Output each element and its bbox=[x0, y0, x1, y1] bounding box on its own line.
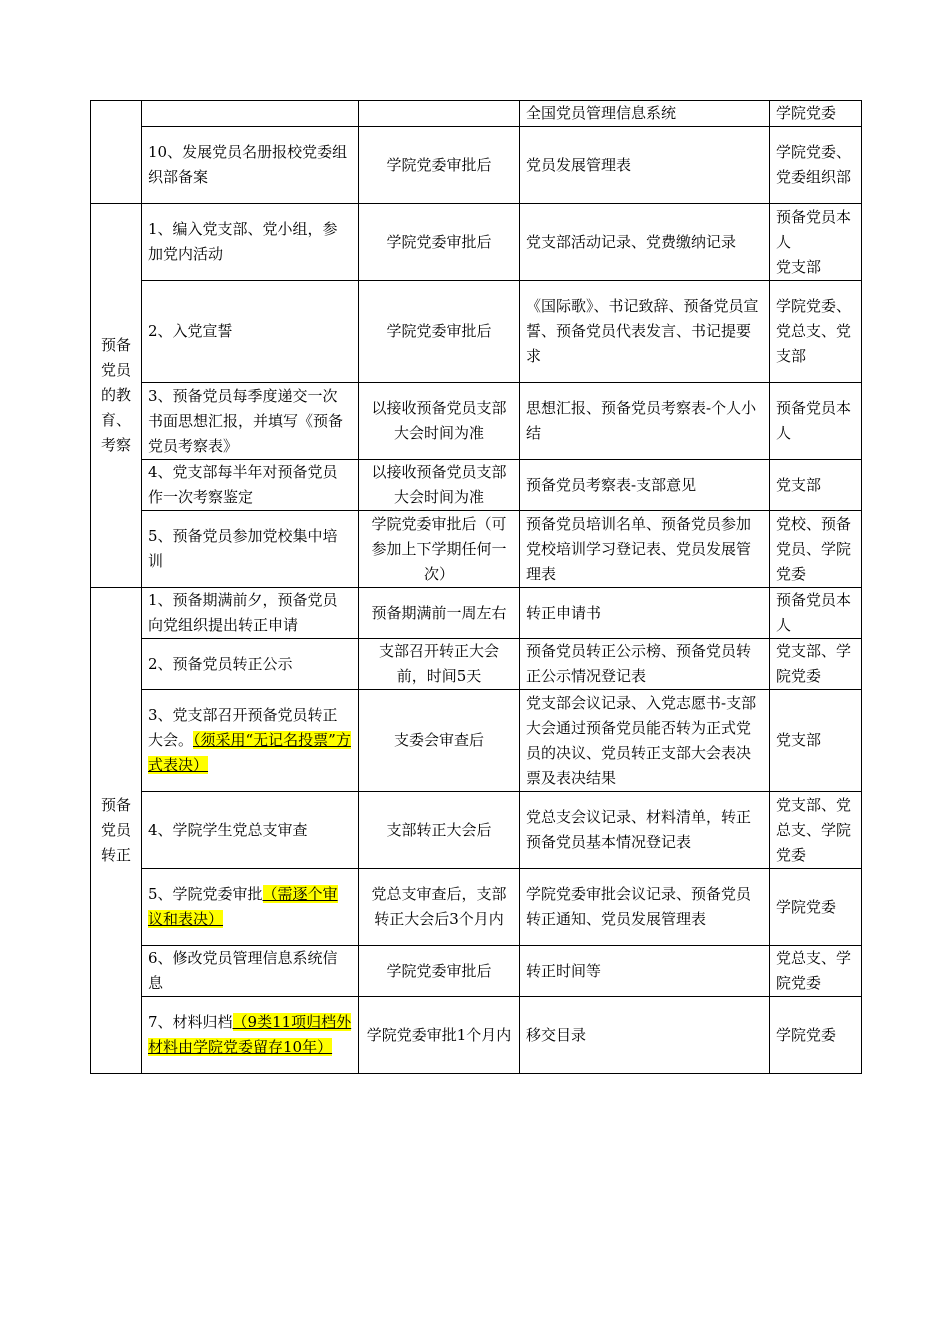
step-cell bbox=[142, 101, 359, 127]
responsible-cell: 学院党委、党委组织部 bbox=[770, 127, 862, 204]
step-cell: 10、发展党员名册报校党委组织部备案 bbox=[142, 127, 359, 204]
step-cell: 4、学院学生党总支审查 bbox=[142, 792, 359, 869]
time-cell: 以接收预备党员支部大会时间为准 bbox=[359, 383, 520, 460]
highlighted-note: （9类11项归档外材料由学院党委留存10年） bbox=[148, 1013, 352, 1056]
time-cell: 学院党委审批后 bbox=[359, 946, 520, 997]
time-cell: 学院党委审批后 bbox=[359, 281, 520, 383]
responsible-cell: 学院党委、党总支、党支部 bbox=[770, 281, 862, 383]
responsible-cell: 党支部 bbox=[770, 460, 862, 511]
materials-cell: 预备党员培训名单、预备党员参加党校培训学习登记表、党员发展管理表 bbox=[520, 511, 770, 588]
step-cell bbox=[142, 690, 359, 792]
time-cell: 党总支审查后，支部转正大会后3个月内 bbox=[359, 869, 520, 946]
table-row bbox=[91, 869, 862, 946]
materials-cell: 转正申请书 bbox=[520, 588, 770, 639]
time-cell: 预备期满前一周左右 bbox=[359, 588, 520, 639]
step-cell bbox=[142, 869, 359, 946]
process-table bbox=[90, 100, 862, 1074]
responsible-cell: 预备党员本人 bbox=[770, 383, 862, 460]
materials-cell: 转正时间等 bbox=[520, 946, 770, 997]
time-cell: 学院党委审批后 bbox=[359, 127, 520, 204]
table-row bbox=[91, 690, 862, 792]
responsible-cell: 学院党委 bbox=[770, 101, 862, 127]
responsible-cell: 学院党委 bbox=[770, 997, 862, 1074]
section-label-education: 预备党员的教育、考察 bbox=[91, 204, 142, 588]
responsible-cell bbox=[770, 204, 862, 281]
step-cell: 1、预备期满前夕，预备党员向党组织提出转正申请 bbox=[142, 588, 359, 639]
materials-cell: 党支部活动记录、党费缴纳记录 bbox=[520, 204, 770, 281]
step-cell: 6、修改党员管理信息系统信息 bbox=[142, 946, 359, 997]
responsible-cell: 预备党员本人 bbox=[770, 588, 862, 639]
step-cell: 4、党支部每半年对预备党员作一次考察鉴定 bbox=[142, 460, 359, 511]
materials-cell: 学院党委审批会议记录、预备党员转正通知、党员发展管理表 bbox=[520, 869, 770, 946]
step-text: 5、学院党委审批 bbox=[148, 885, 263, 903]
table-row bbox=[91, 383, 862, 460]
time-cell: 支委会审查后 bbox=[359, 690, 520, 792]
responsible-cell: 党支部、党总支、学院党委 bbox=[770, 792, 862, 869]
responsible-line: 预备党员本人 bbox=[776, 207, 852, 251]
time-cell: 支部转正大会后 bbox=[359, 792, 520, 869]
table-row bbox=[91, 204, 862, 281]
step-cell: 2、预备党员转正公示 bbox=[142, 639, 359, 690]
materials-cell: 思想汇报、预备党员考察表-个人小结 bbox=[520, 383, 770, 460]
time-cell: 支部召开转正大会前，时间5天 bbox=[359, 639, 520, 690]
step-cell: 5、预备党员参加党校集中培训 bbox=[142, 511, 359, 588]
responsible-cell: 党支部 bbox=[770, 690, 862, 792]
table-row bbox=[91, 460, 862, 511]
table-row bbox=[91, 101, 862, 127]
table-row bbox=[91, 946, 862, 997]
time-cell: 学院党委审批后 bbox=[359, 204, 520, 281]
materials-cell: 全国党员管理信息系统 bbox=[520, 101, 770, 127]
table-row bbox=[91, 792, 862, 869]
materials-cell: 《国际歌》、书记致辞、预备党员宣誓、预备党员代表发言、书记提要求 bbox=[520, 281, 770, 383]
section-label-regularization: 预备党员转正 bbox=[91, 588, 142, 1074]
table-row bbox=[91, 639, 862, 690]
materials-cell: 党支部会议记录、入党志愿书-支部大会通过预备党员能否转为正式党员的决议、党员转正支部大会表决票及表决结果 bbox=[520, 690, 770, 792]
step-text: 7、材料归档 bbox=[148, 1013, 233, 1031]
materials-cell: 党总支会议记录、材料清单，转正预备党员基本情况登记表 bbox=[520, 792, 770, 869]
table-row bbox=[91, 127, 862, 204]
step-cell: 1、编入党支部、党小组，参加党内活动 bbox=[142, 204, 359, 281]
responsible-cell: 党总支、学院党委 bbox=[770, 946, 862, 997]
step-cell: 3、预备党员每季度递交一次书面思想汇报，并填写《预备党员考察表》 bbox=[142, 383, 359, 460]
responsible-cell: 学院党委 bbox=[770, 869, 862, 946]
table-row bbox=[91, 281, 862, 383]
responsible-cell: 党校、预备党员、学院党委 bbox=[770, 511, 862, 588]
time-cell bbox=[359, 101, 520, 127]
materials-cell: 预备党员转正公示榜、预备党员转正公示情况登记表 bbox=[520, 639, 770, 690]
table-row bbox=[91, 511, 862, 588]
time-cell: 学院党委审批1个月内 bbox=[359, 997, 520, 1074]
table-row bbox=[91, 997, 862, 1074]
time-cell: 以接收预备党员支部大会时间为准 bbox=[359, 460, 520, 511]
responsible-line: 党支部 bbox=[776, 257, 822, 276]
step-cell bbox=[142, 997, 359, 1074]
highlighted-note: （须采用“无记名投票”方式表决） bbox=[148, 731, 351, 774]
table-row bbox=[91, 588, 862, 639]
time-cell: 学院党委审批后（可参加上下学期任何一次） bbox=[359, 511, 520, 588]
step-text: 3、党支部召开预备党员转正大会。 bbox=[148, 706, 338, 749]
materials-cell: 党员发展管理表 bbox=[520, 127, 770, 204]
highlighted-note: （需逐个审议和表决） bbox=[148, 885, 338, 928]
materials-cell: 移交目录 bbox=[520, 997, 770, 1074]
responsible-cell: 党支部、学院党委 bbox=[770, 639, 862, 690]
step-cell: 2、入党宣誓 bbox=[142, 281, 359, 383]
materials-cell: 预备党员考察表-支部意见 bbox=[520, 460, 770, 511]
section-cell-empty bbox=[91, 101, 142, 204]
